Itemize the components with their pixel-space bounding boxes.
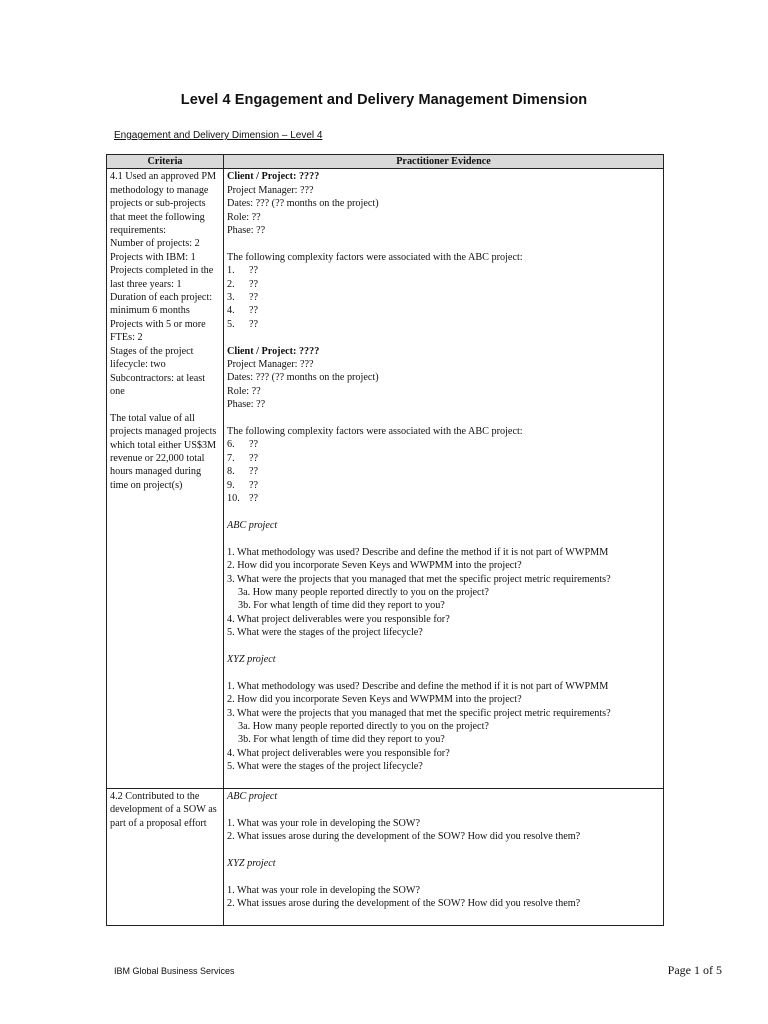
spacer	[227, 666, 660, 679]
evidence-header: Practitioner Evidence	[224, 155, 664, 169]
section-subtitle: Engagement and Delivery Dimension – Level 4	[114, 130, 323, 141]
table-header-row	[107, 155, 664, 169]
spacer	[227, 412, 660, 425]
item-number: 8.	[227, 466, 235, 478]
question-item: 3b. For what length of time did they report to you?	[238, 600, 445, 612]
question-item: 3a. How many people reported directly to you on the project?	[238, 720, 489, 732]
item-text: ??	[249, 265, 259, 277]
project-detail: Dates: ??? (?? months on the project)	[227, 372, 379, 384]
item-text: ??	[249, 452, 259, 464]
question-item: 1. What methodology was used? Describe and define the method if it is not part of WWPMM	[227, 680, 609, 692]
spacer	[227, 532, 660, 545]
complexity-item	[227, 304, 660, 317]
item-text: ??	[249, 278, 259, 290]
item-number: 4.	[227, 305, 235, 317]
footer-company: IBM Global Business Services	[114, 966, 235, 976]
spacer	[227, 506, 660, 519]
criteria-text: Number of projects: 2	[110, 238, 200, 250]
criteria-text: Projects completed in the last three years: 1	[110, 265, 214, 290]
item-text: ??	[249, 466, 259, 478]
project-label: ABC project	[227, 790, 278, 802]
item-number: 10.	[227, 493, 240, 505]
question-item: 1. What was your role in developing the SOW?	[227, 817, 421, 829]
spacer	[227, 911, 660, 924]
complexity-item	[227, 291, 660, 304]
evidence-cell	[224, 788, 664, 925]
item-number: 3.	[227, 292, 235, 304]
item-text: ??	[249, 493, 259, 505]
complexity-item	[227, 479, 660, 492]
project-detail: Role: ??	[227, 211, 261, 223]
question-item: 4. What project deliverables were you responsible for?	[227, 613, 450, 625]
item-text: ??	[249, 479, 259, 491]
criteria-cell	[107, 169, 224, 789]
project-detail: Dates: ??? (?? months on the project)	[227, 198, 379, 210]
spacer	[227, 870, 660, 883]
client-project-heading: Client / Project: ????	[227, 171, 320, 183]
item-text: ??	[249, 318, 259, 330]
project-detail: Phase: ??	[227, 225, 266, 237]
question-item: 5. What were the stages of the project lifecycle?	[227, 627, 423, 639]
project-detail: Phase: ??	[227, 399, 266, 411]
criteria-text: Projects with 5 or more FTEs: 2	[110, 318, 206, 344]
question-item: 1. What was your role in developing the SOW?	[227, 884, 421, 896]
project-label: XYZ project	[227, 857, 276, 869]
spacer	[227, 803, 660, 816]
question-item: 4. What project deliverables were you responsible for?	[227, 747, 450, 759]
complexity-item	[227, 264, 660, 277]
project-label: XYZ project	[227, 653, 276, 665]
question-item: 3b. For what length of time did they report to you?	[238, 734, 445, 746]
criteria-text: 4.2 Contributed to the development of a SOW as part of a proposal effort	[110, 790, 217, 829]
table-row	[107, 169, 664, 789]
page-title: Level 4 Engagement and Delivery Management Dimension	[180, 92, 588, 108]
evidence-cell	[224, 169, 664, 789]
item-number: 7.	[227, 452, 235, 464]
spacer	[227, 331, 660, 344]
complexity-intro: The following complexity factors were associated with the ABC project:	[227, 426, 523, 438]
project-detail: Project Manager: ???	[227, 359, 314, 371]
item-number: 1.	[227, 265, 235, 277]
item-number: 6.	[227, 439, 235, 451]
criteria-text: The total value of all projects managed projects which total either US$3M revenue or 22,000 total hours managed during time on project(s)	[110, 412, 217, 491]
criteria-text: 4.1 Used an approved PM methodology to manage projects or sub-projects that meet the following requirements:	[110, 171, 217, 237]
client-project-heading: Client / Project: ????	[227, 345, 320, 357]
complexity-item	[227, 438, 660, 451]
complexity-item	[227, 278, 660, 291]
question-item: 3. What were the projects that you managed that met the specific project metric requirements?	[227, 573, 611, 585]
project-detail: Project Manager: ???	[227, 184, 314, 196]
question-item: 2. How did you incorporate Seven Keys and WWPMM into the project?	[227, 694, 522, 706]
question-item: 5. What were the stages of the project lifecycle?	[227, 761, 423, 773]
complexity-item	[227, 465, 660, 478]
criteria-text: Projects with IBM: 1	[110, 251, 196, 263]
item-number: 2.	[227, 278, 235, 290]
question-item: 2. What issues arose during the development of the SOW? How did you resolve them?	[227, 898, 581, 910]
complexity-intro: The following complexity factors were associated with the ABC project:	[227, 251, 523, 263]
spacer	[227, 774, 660, 787]
question-item: 3a. How many people reported directly to you on the project?	[238, 586, 489, 598]
question-item: 3. What were the projects that you managed that met the specific project metric requirements?	[227, 707, 611, 719]
project-label: ABC project	[227, 519, 278, 531]
complexity-item	[227, 452, 660, 465]
spacer	[227, 640, 660, 653]
item-text: ??	[249, 439, 259, 451]
question-item: 2. What issues arose during the development of the SOW? How did you resolve them?	[227, 831, 581, 843]
item-number: 5.	[227, 318, 235, 330]
criteria-text: Subcontractors: at least one	[110, 372, 206, 397]
item-text: ??	[249, 305, 259, 317]
criteria-text: Duration of each project: minimum 6 months	[110, 292, 213, 317]
criteria-text: Stages of the project lifecycle: two	[110, 345, 194, 371]
item-text: ??	[249, 292, 259, 304]
question-item: 2. How did you incorporate Seven Keys and WWPMM into the project?	[227, 560, 522, 572]
spacer	[227, 237, 660, 250]
table-row	[107, 788, 664, 925]
spacer	[110, 398, 220, 411]
criteria-header: Criteria	[107, 155, 224, 169]
spacer	[227, 844, 660, 857]
question-item: 1. What methodology was used? Describe and define the method if it is not part of WWPMM	[227, 546, 609, 558]
project-detail: Role: ??	[227, 385, 261, 397]
page-number: Page 1 of 5	[667, 963, 722, 977]
complexity-item	[227, 492, 660, 505]
item-number: 9.	[227, 479, 235, 491]
criteria-cell	[107, 788, 224, 925]
evidence-table	[106, 154, 664, 926]
complexity-item	[227, 318, 660, 331]
